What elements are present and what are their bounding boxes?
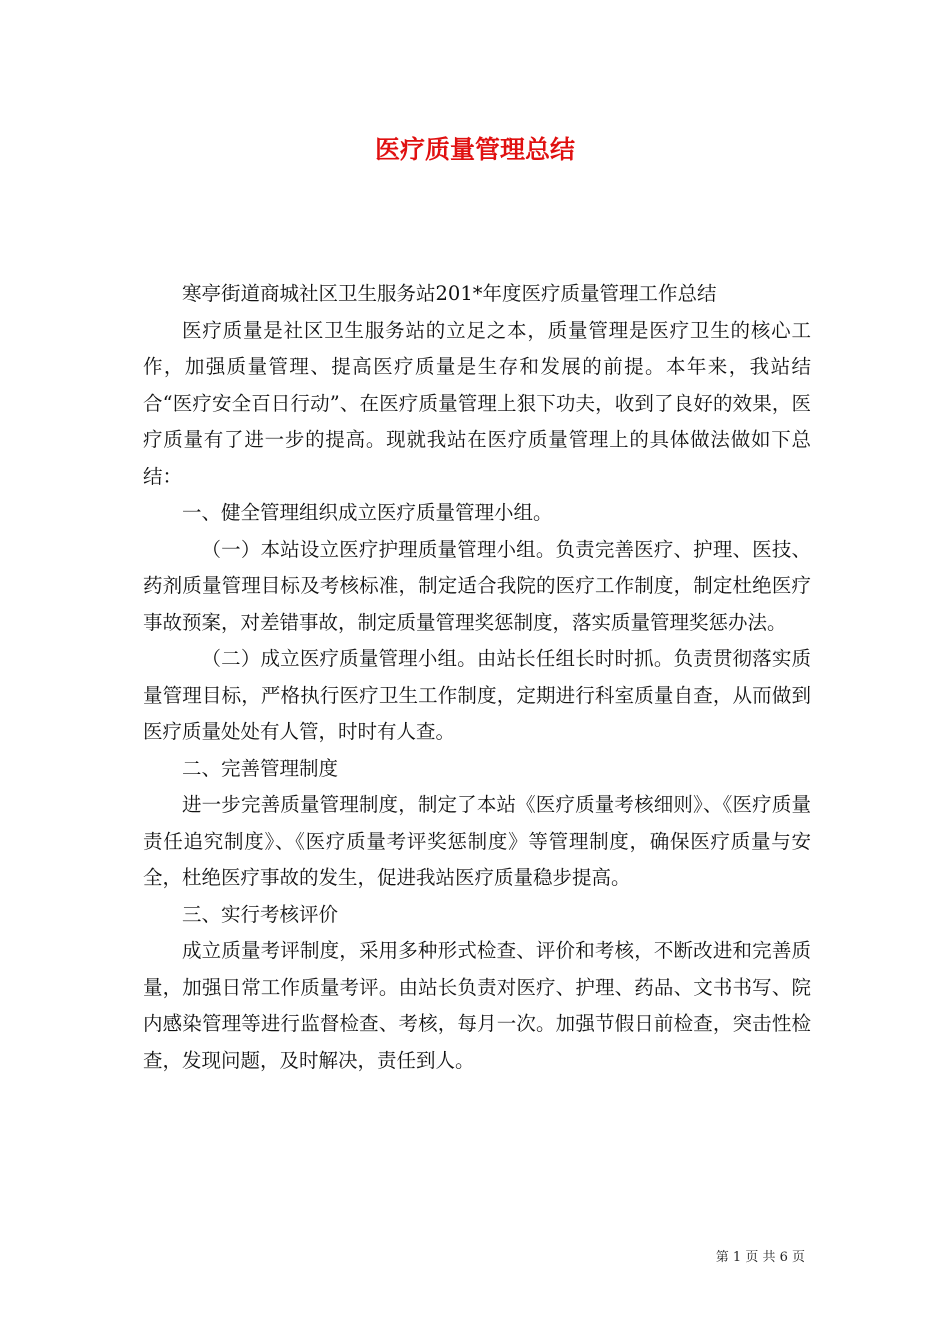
- document-body: [143, 276, 811, 1079]
- paragraph-heading: 寒亭街道商城社区卫生服务站201*年度医疗质量管理工作总结: [182, 282, 717, 305]
- paragraph-section-3: 成立质量考评制度，采用多种形式检查、评价和考核，不断改进和完善质量，加强日常工作质量考评。由站长负责对医疗、护理、药品、文书书写、院内感染管理等进行监督检查、考核，每月一次。加强节假日前检查，突击性检查，发现问题，及时解决，责任到人。: [143, 939, 811, 1072]
- paragraph-section-2: 进一步完善质量管理制度，制定了本站《医疗质量考核细则》、《医疗质量责任追究制度》、《医疗质量考评奖惩制度》等管理制度，确保医疗质量与安全，杜绝医疗事故的发生，促进我站医疗质量稳步提高。: [143, 793, 811, 889]
- page-number: 第 1 页 共 6 页: [715, 1250, 805, 1265]
- section-heading-2: 二、完善管理制度: [182, 756, 339, 780]
- document-title: 医疗质量管理总结: [374, 135, 575, 164]
- section-heading-3: 三、实行考核评价: [182, 902, 339, 926]
- paragraph-intro: 医疗质量是社区卫生服务站的立足之本，质量管理是医疗卫生的核心工作，加强质量管理、提高医疗质量是生存和发展的前提。本年来，我站结合“医疗安全百日行动”、在医疗质量管理上狠下功夫，收到了良好的效果，医疗质量有了进一步的提高。现就我站在医疗质量管理上的具体做法做如下总结：: [143, 318, 811, 488]
- paragraph-item-1: （一）本站设立医疗护理质量管理小组。负责完善医疗、护理、医技、药剂质量管理目标及考核标准，制定适合我院的医疗工作制度，制定杜绝医疗事故预案，对差错事故，制定质量管理奖惩制度，落实质量管理奖惩办法。: [143, 537, 811, 634]
- paragraph-item-2: （二）成立医疗质量管理小组。由站长任组长时时抓。负责贯彻落实质量管理目标，严格执行医疗卫生工作制度，定期进行科室质量自查，从而做到医疗质量处处有人管，时时有人查。: [143, 647, 811, 743]
- section-heading-1: 一、健全管理组织成立医疗质量管理小组。: [182, 501, 553, 524]
